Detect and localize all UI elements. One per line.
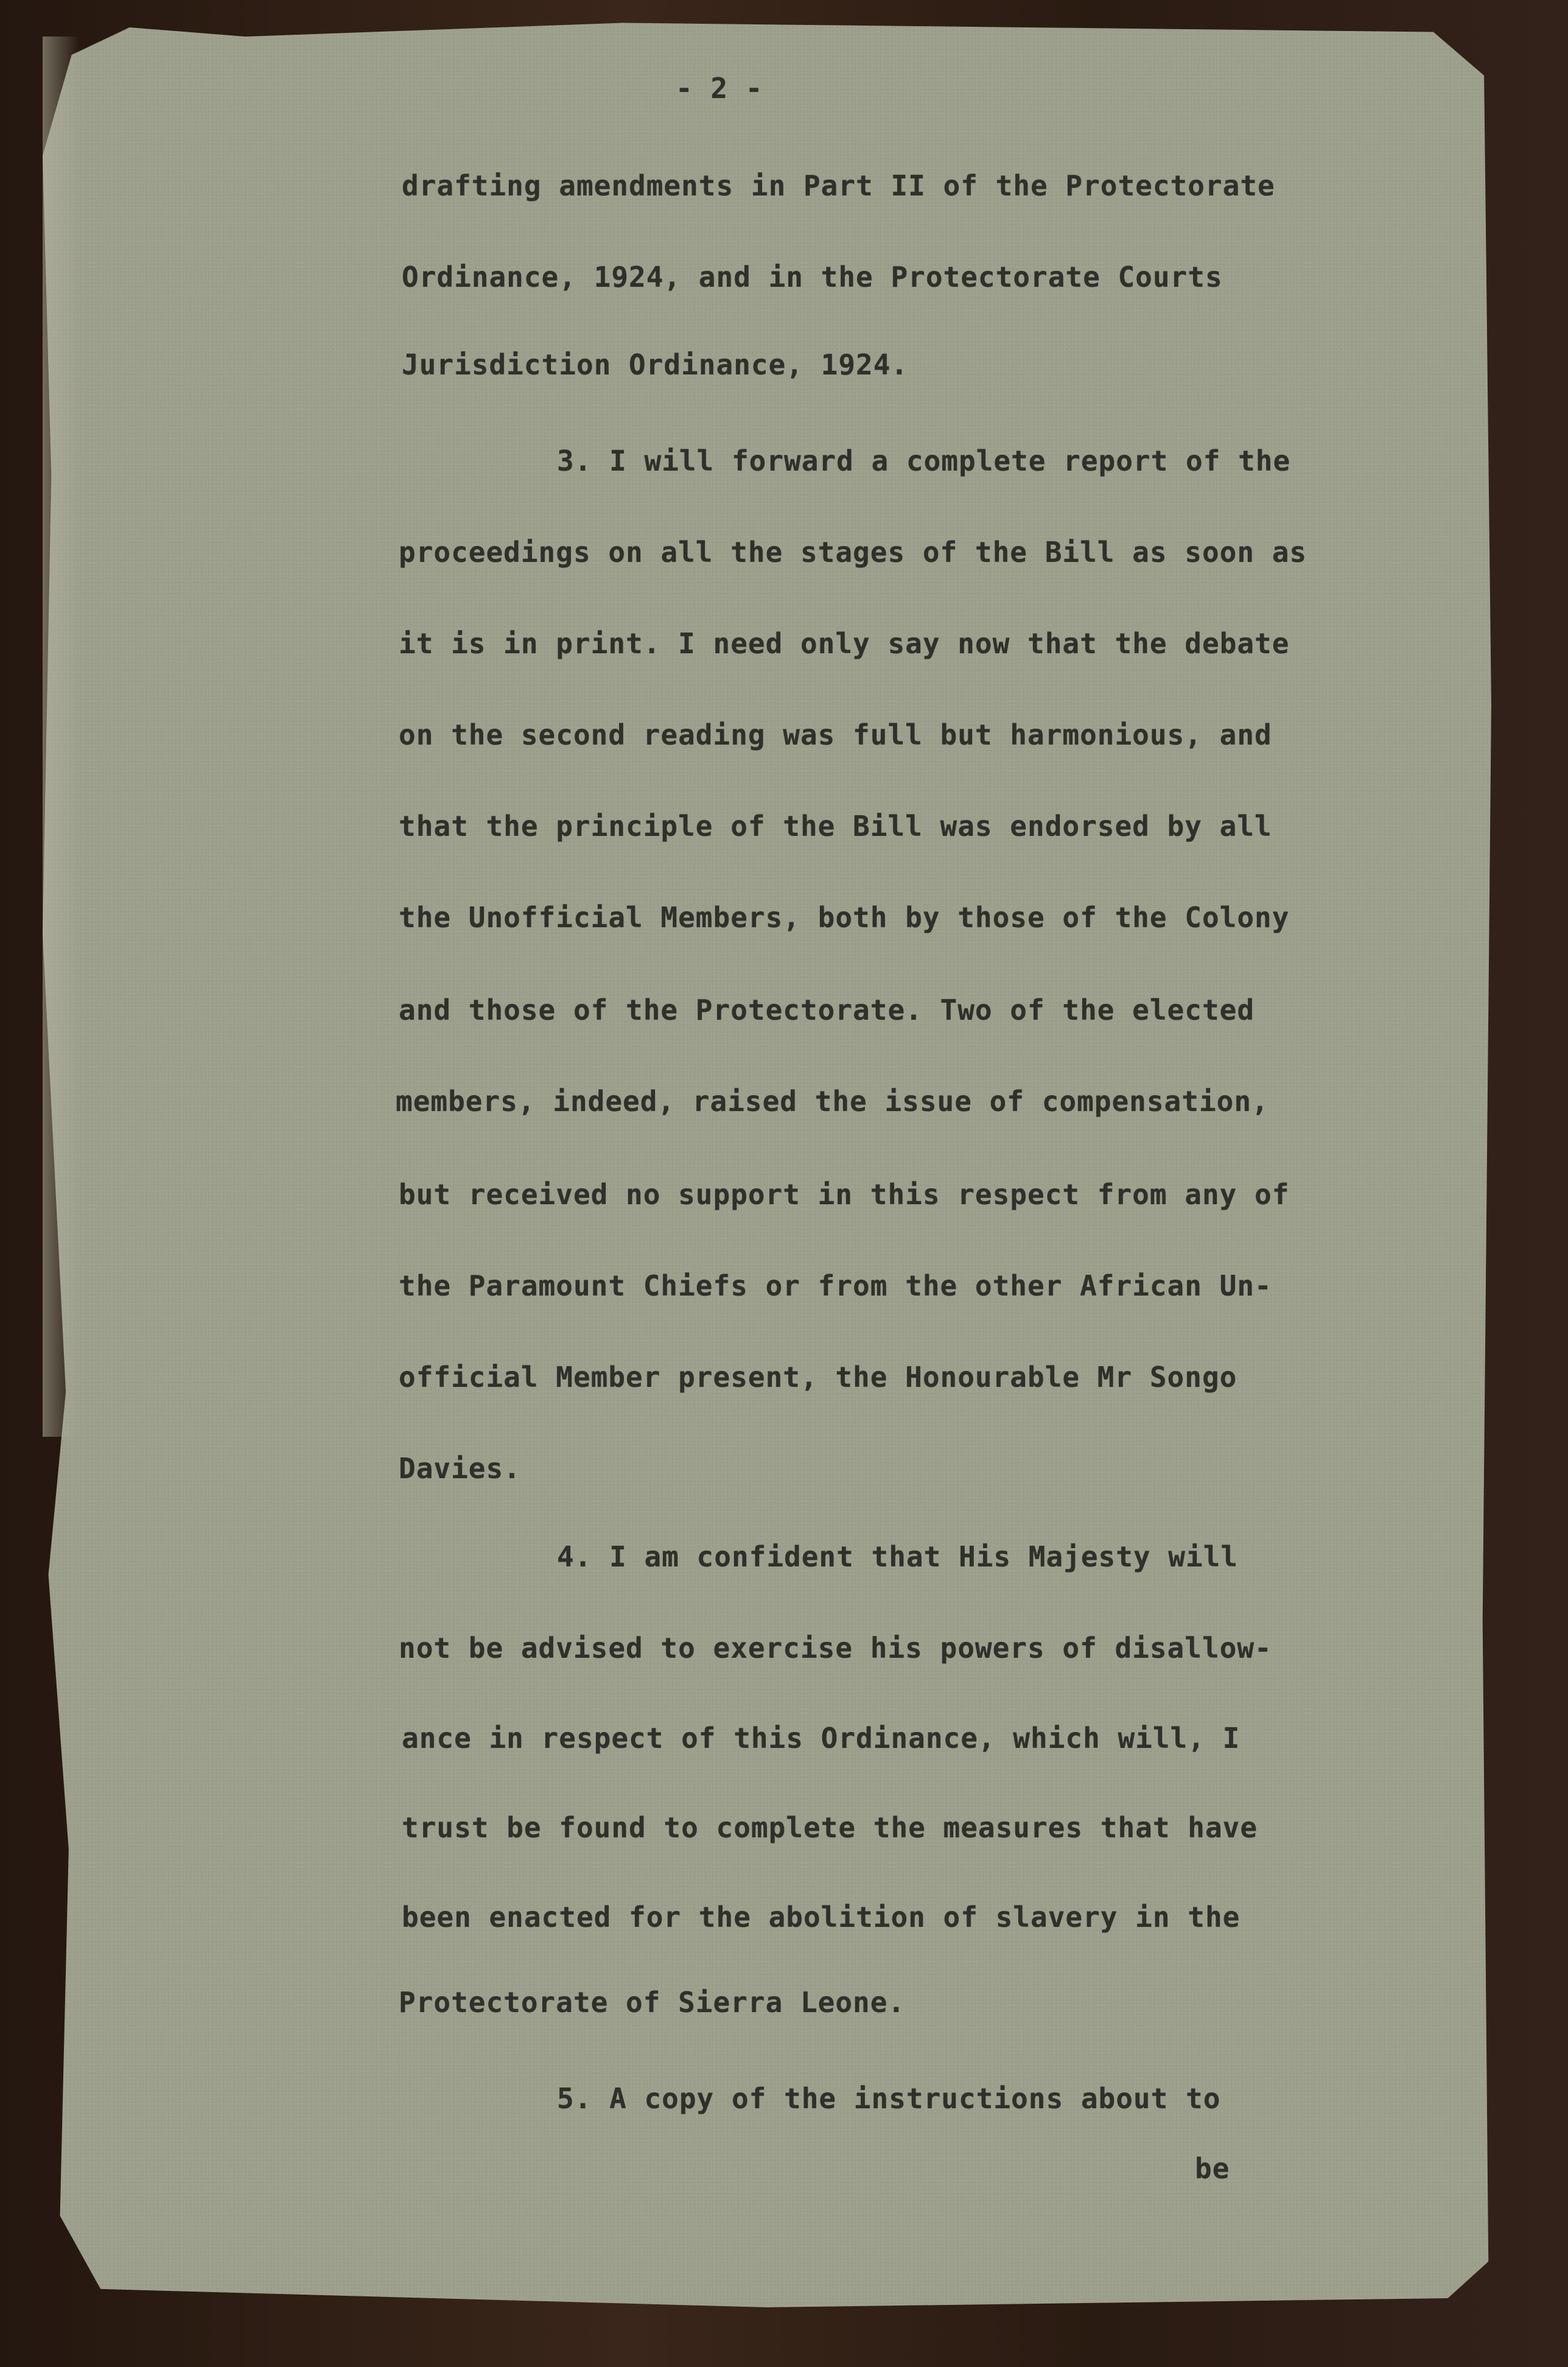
text-line: ance in respect of this Ordinance, which will, I [402, 1722, 1241, 1755]
text-line: drafting amendments in Part II of the Protectorate [402, 169, 1275, 202]
text-line: 5. A copy of the instructions about to [557, 2082, 1221, 2115]
text-line: 3. I will forward a complete report of the [557, 444, 1291, 477]
text-line: the Unofficial Members, both by those of the Colony [399, 901, 1290, 934]
text-line: but received no support in this respect from any of [399, 1178, 1290, 1211]
text-line: proceedings on all the stages of the Bill as soon as [399, 536, 1307, 569]
text-line: been enacted for the abolition of slavery in the [402, 1901, 1241, 1934]
text-line: Davies. [399, 1452, 521, 1485]
text-line: Jurisdiction Ordinance, 1924. [402, 348, 909, 381]
text-line: and those of the Protectorate. Two of the elected [399, 994, 1255, 1026]
catchword: be [1195, 2152, 1230, 2185]
text-line: members, indeed, raised the issue of compensation, [396, 1085, 1269, 1118]
text-line: trust be found to complete the measures that have [402, 1811, 1258, 1844]
text-line: that the principle of the Bill was endorsed by all [399, 810, 1272, 843]
page-number: - 2 - [676, 72, 763, 105]
text-line: the Paramount Chiefs or from the other African Un- [399, 1269, 1272, 1302]
text-line: it is in print. I need only say now that the debate [399, 627, 1290, 660]
text-line: Protectorate of Sierra Leone. [399, 1986, 906, 2019]
text-line: not be advised to exercise his powers of disallow- [399, 1632, 1272, 1664]
text-line: on the second reading was full but harmonious, and [399, 718, 1272, 751]
text-line: official Member present, the Honourable Mr Songo [399, 1361, 1237, 1394]
text-line: Ordinance, 1924, and in the Protectorate Courts [402, 261, 1223, 293]
text-line: 4. I am confident that His Majesty will [557, 1540, 1239, 1573]
